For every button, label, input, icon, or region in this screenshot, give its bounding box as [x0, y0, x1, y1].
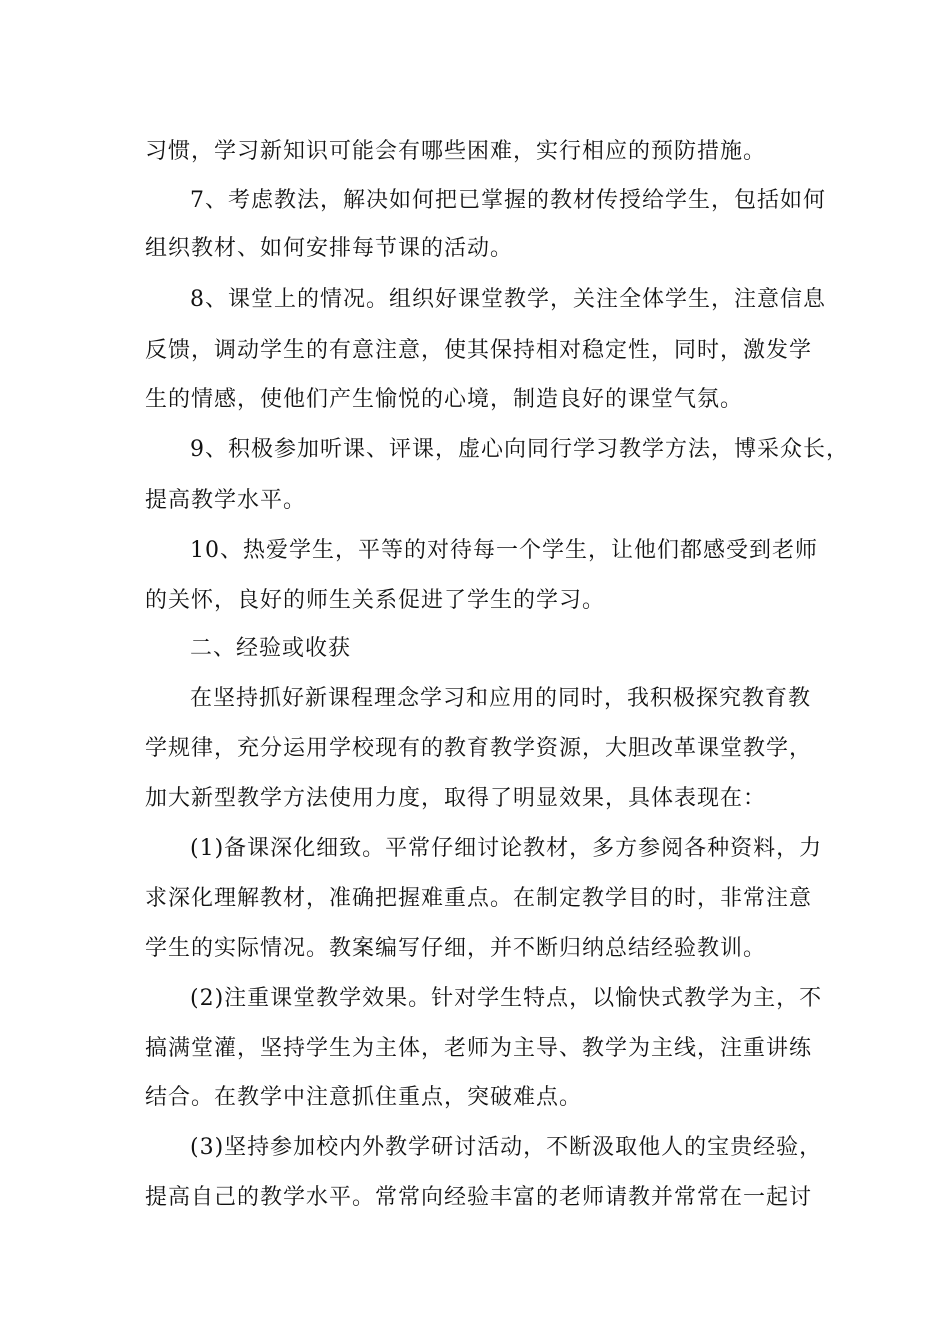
- text-line: (2)注重课堂教学效果。针对学生特点，以愉快式教学为主，不: [190, 986, 823, 1011]
- text-line: 10、热爱学生，平等的对待每一个学生，让他们都感受到老师: [190, 538, 818, 563]
- text-line: 提高教学水平。: [145, 488, 307, 513]
- text-line: 结合。在教学中注意抓住重点，突破难点。: [145, 1085, 583, 1110]
- text-line: 8、课堂上的情况。组织好课堂教学，关注全体学生，注意信息: [190, 287, 826, 312]
- text-line: 7、考虑教法，解决如何把已掌握的教材传授给学生，包括如何: [190, 188, 826, 213]
- text-line: (3)坚持参加校内外教学研讨活动，不断汲取他人的宝贵经验，: [190, 1135, 823, 1160]
- text-line: 提高自己的教学水平。常常向经验丰富的老师请教并常常在一起讨: [145, 1185, 813, 1210]
- text-line: (1)备课深化细致。平常仔细讨论教材，多方参阅各种资料，力: [190, 836, 823, 861]
- text-line: 的关怀，良好的师生关系促进了学生的学习。: [145, 588, 606, 613]
- text-line: 在坚持抓好新课程理念学习和应用的同时，我积极探究教育教: [190, 686, 812, 711]
- text-line: 习惯，学习新知识可能会有哪些困难，实行相应的预防措施。: [145, 139, 767, 164]
- text-line: 反馈，调动学生的有意注意，使其保持相对稳定性，同时，激发学: [145, 338, 813, 363]
- text-line: 搞满堂灌，坚持学生为主体，老师为主导、教学为主线，注重讲练: [145, 1036, 813, 1061]
- text-line: 学生的实际情况。教案编写仔细，并不断归纳总结经验教训。: [145, 936, 767, 961]
- section-heading: 二、经验或收获: [190, 636, 352, 661]
- text-line: 求深化理解教材，准确把握难重点。在制定教学目的时，非常注意: [145, 886, 813, 911]
- text-line: 组织教材、如何安排每节课的活动。: [145, 236, 514, 261]
- text-line: 生的情感，使他们产生愉悦的心境，制造良好的课堂气氛。: [145, 387, 744, 412]
- text-line: 加大新型教学方法使用力度，取得了明显效果，具体表现在：: [145, 786, 767, 811]
- text-line: 9、积极参加听课、评课，虚心向同行学习教学方法，博采众长，: [190, 437, 849, 462]
- text-line: 学规律，充分运用学校现有的教育教学资源，大胆改革课堂教学，: [145, 736, 813, 761]
